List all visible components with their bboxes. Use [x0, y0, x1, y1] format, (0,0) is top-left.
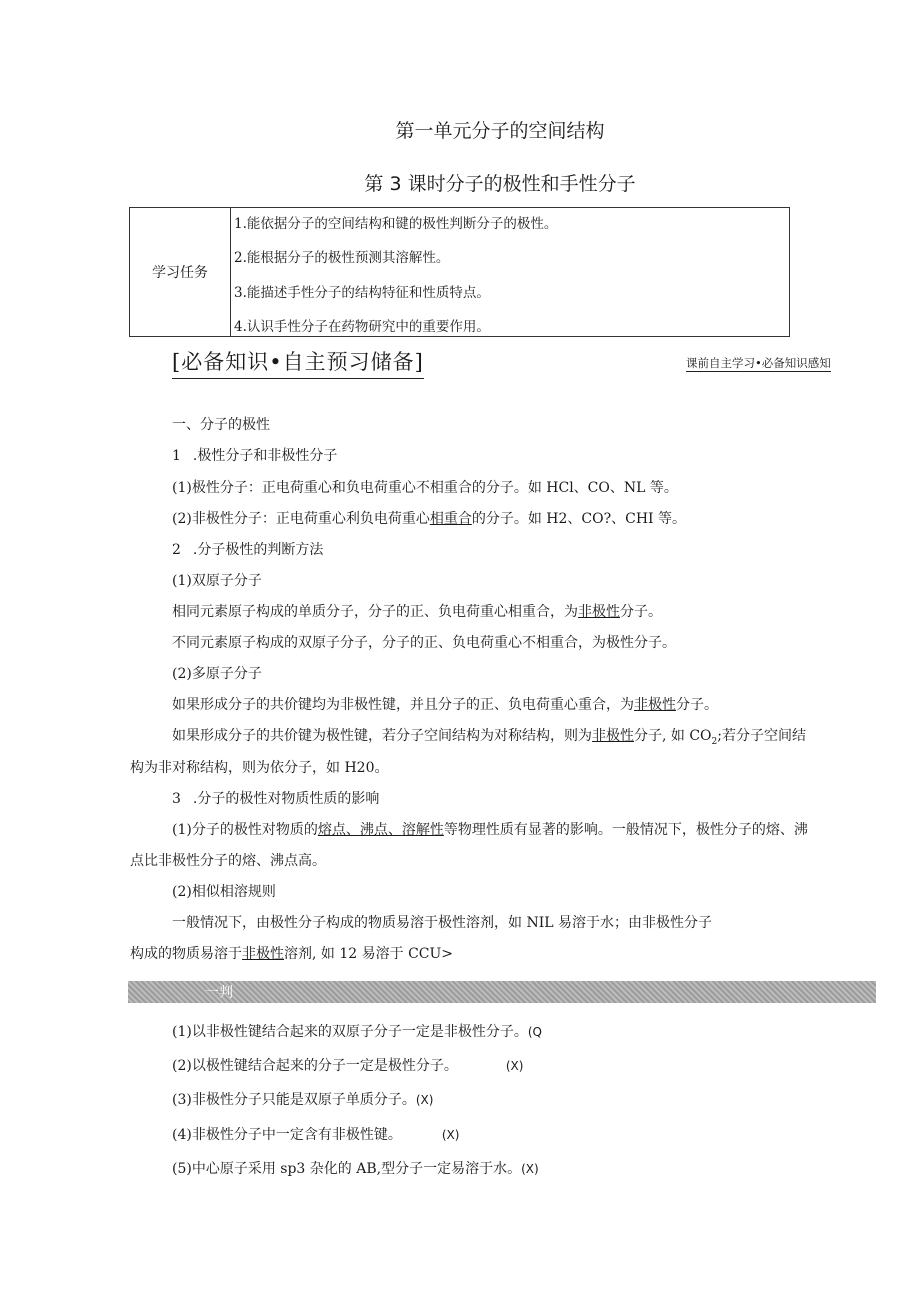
text: 溶剂, 如 12 易溶于 CCU> — [284, 946, 454, 962]
paragraph: (2)相似相溶规则 — [172, 884, 276, 900]
paragraph: 构为非对称结构，则为依分子，如 H20。 — [130, 760, 389, 776]
judge-item — [172, 1124, 459, 1144]
paragraph: 一般情况下，由极性分子构成的物质易溶于极性溶剂，如 NIL 易溶于水；由非极性分子 — [172, 915, 712, 931]
task-item: 2.能根据分子的极性预测其溶解性。 — [234, 250, 450, 266]
underlined-answer: 非极性 — [578, 604, 620, 620]
paragraph: (1)极性分子：正电荷重心和负电荷重心不相重合的分子。如 HCl、CO、NL 等。 — [172, 480, 678, 496]
judge-statement: (4)非极性分子中一定含有非极性键。 — [172, 1127, 402, 1143]
text: (2)非极性分子：正电荷重心利负电荷重心 — [172, 511, 430, 527]
judge-mark: (X) — [415, 1093, 434, 1107]
subheading-text: .极性分子和非极性分子 — [192, 448, 338, 464]
paragraph: 不同元素原子构成的双原子分子，分子的正、负电荷重心不相重合，为极性分子。 — [172, 635, 676, 651]
task-label: 学习任务 — [130, 208, 231, 336]
subheading-number: 2 — [172, 542, 181, 558]
judge-statement: (1)以非极性键结合起来的双原子分子一定是非极性分子。 — [172, 1024, 528, 1040]
paragraph: (2)多原子分子 — [172, 666, 262, 682]
lesson-title: 第 3 课时分子的极性和手性分子 — [364, 173, 636, 195]
judge-section-bar — [128, 981, 876, 1003]
subscript: 2 — [711, 736, 718, 747]
subheading-number: 1 — [172, 448, 181, 464]
paragraph — [172, 601, 662, 621]
heading-molecular-polarity: 一、分子的极性 — [172, 417, 270, 433]
judge-item — [172, 1158, 539, 1178]
judge-item — [172, 1055, 523, 1075]
paragraph — [172, 819, 808, 839]
judge-label: 一判 — [205, 985, 233, 1001]
underlined-answer: 非极性 — [592, 728, 634, 744]
underlined-answer: 非极性 — [242, 946, 284, 962]
text: 等物理性质有显著的影响。一般情况下，极性分子的熔、沸 — [443, 822, 808, 838]
subheading-3 — [172, 788, 379, 808]
text: 相同元素原子构成的单质分子，分子的正、负电荷重心相重合，为 — [172, 604, 578, 620]
text: 分子。 — [620, 604, 662, 620]
task-item: 4.认识手性分子在药物研究中的重要作用。 — [234, 319, 490, 335]
paragraph — [172, 508, 686, 528]
judge-statement: (5)中心原子采用 sp3 杂化的 AB,型分子一定易溶于水。 — [172, 1161, 522, 1177]
task-item: 1.能依据分子的空间结构和键的极性判断分子的极性。 — [234, 216, 558, 232]
judge-item — [172, 1021, 542, 1041]
section-banner: [必备知识•自主预习储备] — [172, 346, 424, 379]
underlined-answer: 相重合 — [429, 511, 472, 527]
text: (1)分子的极性对物质的 — [172, 822, 318, 838]
judge-statement: (2)以极性键结合起来的分子一定是极性分子。 — [172, 1058, 458, 1074]
subheading-number: 3 — [172, 791, 181, 807]
text: ;若分子空间结 — [717, 728, 806, 744]
underlined-answer: 非极性 — [634, 697, 676, 713]
text: 的分子。如 H2、CO?、CHI 等。 — [471, 511, 687, 527]
text: 分子, 如 CO — [634, 728, 712, 744]
paragraph: (1)双原子分子 — [172, 573, 262, 589]
paragraph — [172, 725, 806, 747]
text: 构成的物质易溶于 — [130, 946, 242, 962]
unit-title: 第一单元分子的空间结构 — [395, 120, 605, 142]
paragraph — [172, 694, 718, 714]
judge-item — [172, 1089, 433, 1109]
judge-statement: (3)非极性分子只能是双原子单质分子。 — [172, 1092, 416, 1108]
text: 分子。 — [676, 697, 718, 713]
judge-mark: (X) — [521, 1162, 539, 1176]
underlined-answer: 熔点、沸点、溶解性 — [317, 822, 444, 838]
task-item: 3.能描述手性分子的结构特征和性质特点。 — [234, 285, 490, 301]
subheading-text: .分子极性的判断方法 — [192, 542, 324, 558]
judge-mark: (Q — [527, 1025, 542, 1039]
paragraph: 点比非极性分子的熔、沸点高。 — [130, 853, 326, 869]
subheading-text: .分子的极性对物质性质的影响 — [192, 791, 380, 807]
text: 如果形成分子的共价键为极性键，若分子空间结构为对称结构，则为 — [172, 728, 592, 744]
judge-mark: (X) — [441, 1128, 460, 1142]
paragraph — [130, 943, 453, 963]
section-banner-note: 课前自主学习•必备知识感知 — [686, 356, 831, 370]
text: 如果形成分子的共价键均为非极性键，并且分子的正、负电荷重心重合，为 — [172, 697, 634, 713]
learning-tasks-table — [129, 207, 790, 337]
judge-mark: (X) — [505, 1059, 524, 1073]
subheading-2 — [172, 539, 323, 559]
subheading-1 — [172, 445, 337, 465]
